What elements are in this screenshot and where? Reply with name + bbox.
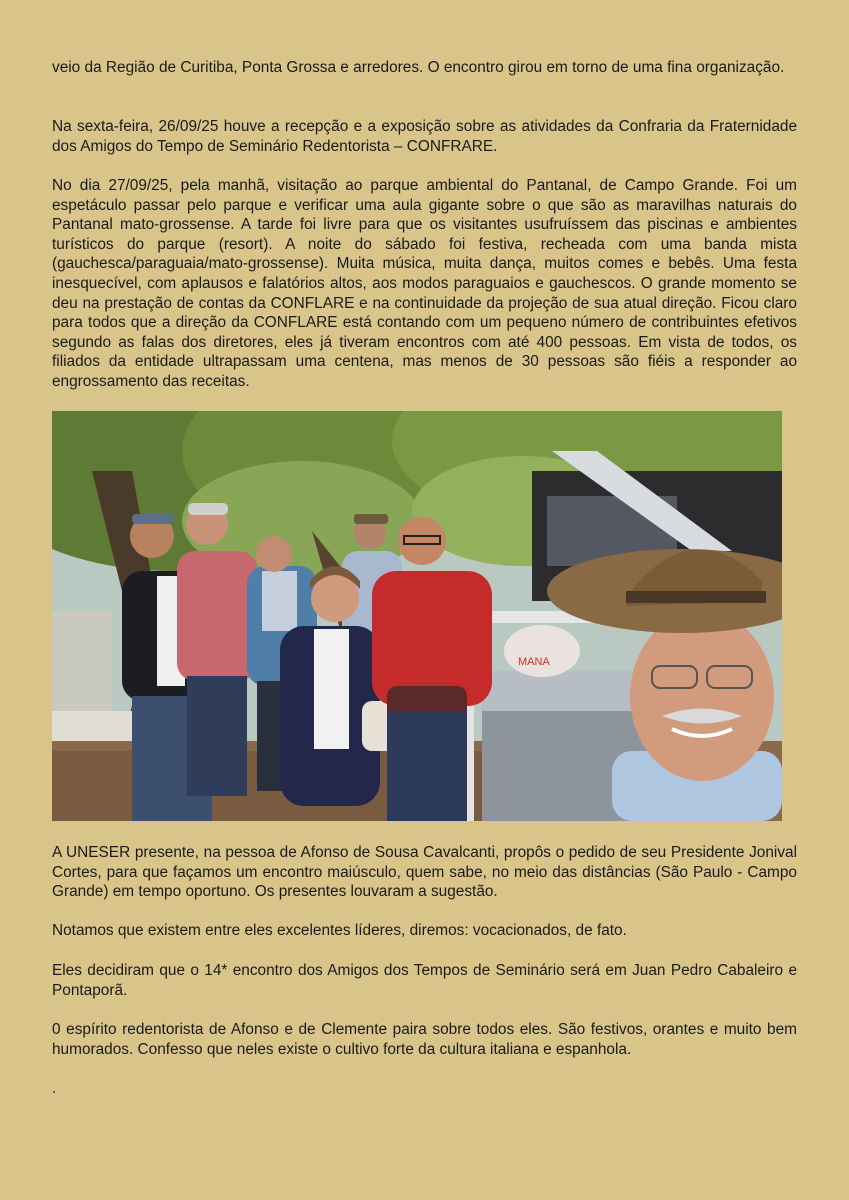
paragraph-final-dot: . — [52, 1080, 57, 1097]
bag-label: MANA — [518, 656, 550, 668]
group-photo-illustration — [52, 411, 782, 821]
paragraph-leaders: Notamos que existem entre eles excelentes líderes, diremos: vocacionados, de fato. — [52, 922, 627, 939]
paragraph-redemptorist-spirit: 0 espírito redentorista de Afonso e de Clemente paira sobre todos eles. São festivos, orantes e muito bem humorados. Confesso que neles existe o cultivo forte da cultura italiana e espanhola. — [52, 1021, 797, 1058]
group-photo — [52, 411, 782, 821]
paragraph-organization: veio da Região de Curitiba, Ponta Grossa e arredores. O encontro girou em torno de uma fina organização. — [52, 59, 785, 76]
paragraph-friday-reception: Na sexta-feira, 26/09/25 houve a recepção e a exposição sobre as atividades da Confraria da Fraternidade dos Amigos do Tempo de Seminário Redentorista – CONFRARE. — [52, 118, 797, 155]
paragraph-next-meeting: Eles decidiram que o 14* encontro dos Amigos dos Tempos de Seminário será em Juan Pedro Cabaleiro e Pontaporã. — [52, 962, 797, 999]
paragraph-saturday-visit: No dia 27/09/25, pela manhã, visitação ao parque ambiental do Pantanal, de Campo Grande. Foi um espetáculo passar pelo parque e verificar uma aula gigante sobre o que são as maravilhas naturais do Pantanal mato-grossense. A tarde foi livre para que os visitantes usufruíssem das piscinas e ambientes turísticos do parque (resort). A noite do sábado foi festiva, recheada com uma banda mista (gauchesca/paraguaia/mato-grossense). Muita música, muita dança, muitos comes e bebês. Uma festa inesquecível, com aplausos e falatórios altos, aos modos paraguaios e gauchescos. O grande momento se deu na prestação de contas da CONFLARE e na continuidade da projeção de sua atual direção. Ficou claro para todos que a direção da CONFLARE está contando com um pequeno número de contribuintes efetivos segundo as falas dos diretores, eles já tiveram encontros com até 400 pessoas. Em vista de todos, os filiados da entidade ultrapassam uma centena, mas menos de 30 pessoas são fiéis a responder ao engrossamento das receitas. — [52, 177, 797, 390]
paragraph-uneser-proposal: A UNESER presente, na pessoa de Afonso de Sousa Cavalcanti, propôs o pedido de seu Presidente Jonival Cortes, para que façamos um encontro maiúsculo, quem sabe, no meio das distâncias (São Paulo - Campo Grande) em tempo oportuno. Os presentes louvaram a sugestão. — [52, 844, 797, 901]
